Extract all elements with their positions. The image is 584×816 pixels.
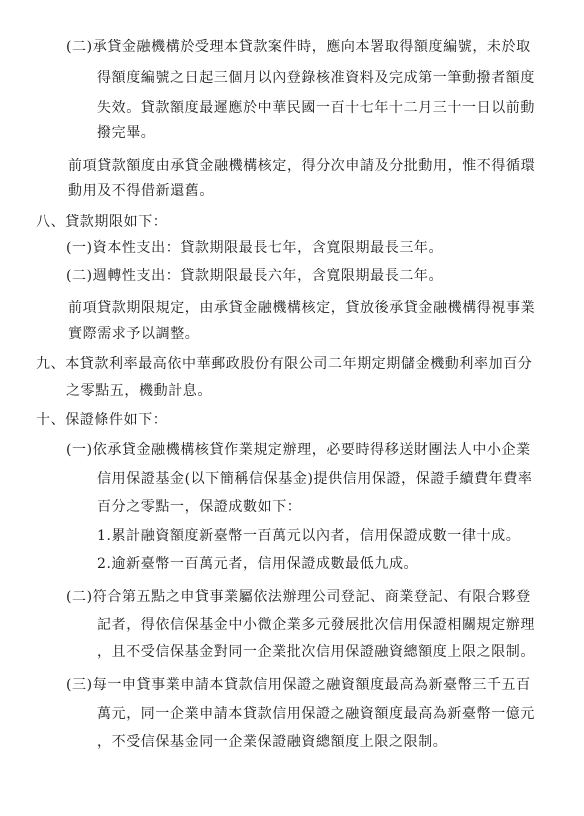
text-line: 萬元，同一企業申請本貸款信用保證之融資額度最高為新臺幣一億元 — [97, 706, 535, 722]
text-line: 前項貸款額度由承貸金融機構核定，得分次申請及分批動用，惟不得循環 — [68, 158, 536, 174]
section-heading: 八、貸款期限如下： — [36, 214, 168, 230]
text-line: 失效。貸款額度最遲應於中華民國一百十七年十二月三十一日以前動 — [97, 100, 535, 116]
text-line: 撥完畢。 — [97, 125, 156, 141]
text-line: 實際需求予以調整。 — [68, 326, 200, 342]
text-line: 記者，得依信保基金中小微企業多元發展批次信用保證相關規定辦理 — [97, 617, 535, 633]
text-line: 信用保證基金(以下簡稱信保基金)提供信用保證，保證手續費年費率 — [97, 471, 533, 487]
text-line: 2.逾新臺幣一百萬元者，信用保證成數最低九成。 — [97, 556, 419, 572]
text-line: (二)承貸金融機構於受理本貸款案件時，應向本署取得額度編號，未於取 — [66, 39, 531, 55]
text-line: (一)資本性支出：貸款期限最長七年，含寬限期最長三年。 — [66, 240, 444, 256]
text-line: 1.累計融資額度新臺幣一百萬元以內者，信用保證成數一律十成。 — [97, 528, 521, 544]
text-line: ，不受信保基金同一企業保證融資總額度上限之限制。 — [97, 734, 448, 750]
text-line: 得額度編號之日起三個月以內登錄核准資料及完成第一筆動撥者額度 — [97, 70, 535, 86]
text-line: 之零點五，機動計息。 — [66, 383, 212, 399]
text-line: 百分之零點一，保證成數如下： — [97, 499, 302, 515]
text-line: (二)符合第五點之申貸事業屬依法辦理公司登記、商業登記、有限合夥登 — [66, 589, 531, 605]
text-line: (二)週轉性支出：貸款期限最長六年，含寬限期最長二年。 — [66, 268, 444, 284]
section-heading: 九、本貸款利率最高依中華郵政股份有限公司二年期定期儲金機動利率加百分 — [36, 356, 533, 372]
text-line: (三)每一申貸事業申請本貸款信用保證之融資額度最高為新臺幣三千五百 — [66, 677, 531, 693]
text-line: (一)依承貸金融機構核貸作業規定辦理，必要時得移送財團法人中小企業 — [66, 442, 531, 458]
text-line: ，且不受信保基金對同一企業批次信用保證融資總額度上限之限制。 — [97, 644, 535, 660]
text-line: 動用及不得借新還舊。 — [68, 183, 214, 199]
text-line: 前項貸款期限規定，由承貸金融機構核定，貸放後承貸金融機構得視事業 — [68, 300, 536, 316]
section-heading: 十、保證條件如下： — [36, 412, 168, 428]
